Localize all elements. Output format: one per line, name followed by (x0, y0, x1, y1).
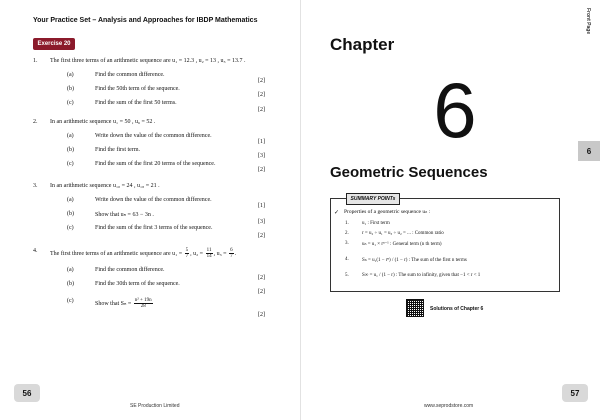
summary-badge: SUMMARY POINTs (346, 193, 400, 205)
marks: [2] (258, 107, 265, 113)
summary-item-index: 4. (345, 257, 349, 262)
qr-code-icon[interactable] (406, 299, 424, 317)
part-label: (a) (67, 72, 74, 78)
fraction-separator: , u₂ = (190, 250, 204, 257)
question-number: 3. (33, 183, 38, 189)
summary-item-text: Sₙ = u₁(1 − rⁿ) / (1 − r) : The sum of the first n terms (362, 258, 467, 263)
fraction-numerator: 11 (206, 248, 212, 253)
summary-item-text: u₁ : First term (362, 221, 390, 226)
summary-item-index: 5. (345, 273, 349, 278)
marks: [2] (258, 92, 265, 98)
marks: [3] (258, 153, 265, 159)
part-label: (b) (67, 86, 74, 92)
footer-publisher: SE Production Limited (130, 403, 180, 409)
fraction-numerator: n² + 19n (134, 298, 152, 303)
part-label: (a) (67, 267, 74, 273)
fraction-denominator: 7 (185, 254, 189, 259)
summary-heading: Properties of a geometric sequence uₙ : (344, 209, 431, 215)
part-label: (a) (67, 133, 74, 139)
summary-item-index: 3. (345, 241, 349, 246)
question-text: In an arithmetic sequence u₁₀ = 24 , u₁₈ = 21 . (50, 183, 160, 189)
marks: [3] (258, 219, 265, 225)
check-icon: ✓ (334, 210, 340, 216)
question-text: The first three terms of an arithmetic sequence are u₁ = 12.3 , u₂ = 13 , u₃ = 13.7 . (50, 58, 246, 64)
chapter-tab: 6 (578, 141, 600, 161)
part-text: Find the 30th term of the sequence. (95, 281, 180, 287)
part-text-prefix: Show that Sₙ = (95, 300, 132, 307)
chapter-name: Geometric Sequences (330, 164, 488, 181)
part-label: (c) (67, 161, 74, 167)
book-title: Your Practice Set – Analysis and Approaches for IBDP Mathematics (33, 17, 258, 24)
part-label: (c) (67, 298, 74, 304)
fraction (134, 298, 153, 309)
fraction-separator: , u₃ = (213, 250, 227, 257)
marks: [1] (258, 139, 265, 145)
marks: [1] (258, 203, 265, 209)
marks: [2] (258, 78, 265, 84)
fraction (185, 248, 190, 259)
question-number: 4. (33, 248, 38, 254)
summary-item-text: uₙ = u₁ × rⁿ⁻¹ : General term (n th term) (362, 242, 442, 247)
question-text-prefix: The first three terms of an arithmetic sequence are u₁ = (50, 250, 183, 257)
part-text: Find the 50th term of the sequence. (95, 86, 180, 92)
page-number-left: 56 (14, 384, 40, 402)
part-text: Show that uₙ = 63 − 3n . (95, 212, 154, 218)
part-label: (b) (67, 281, 74, 287)
marks: [2] (258, 275, 265, 281)
summary-item-index: 2. (345, 231, 349, 236)
fraction-separator: . (234, 250, 237, 257)
fraction (206, 248, 213, 259)
chapter-word: Chapter (330, 35, 395, 54)
question-text (50, 248, 236, 259)
question-text: In an arithmetic sequence u₁ = 50 , u₆ = 52 . (50, 119, 156, 125)
marks: [2] (258, 312, 265, 318)
summary-item-text: S∞ = u₁ / (1 − r) : The sum to infinity, given that −1 < r < 1 (362, 273, 481, 278)
part-text: Write down the value of the common difference. (95, 197, 212, 203)
fraction-denominator: 14 (206, 254, 212, 259)
part-text: Find the sum of the first 20 terms of the sequence. (95, 161, 216, 167)
question-number: 2. (33, 119, 38, 125)
marks: [2] (258, 289, 265, 295)
part-label: (b) (67, 211, 74, 217)
fraction-numerator: 6 (230, 248, 233, 253)
part-label: (b) (67, 147, 74, 153)
page-number-right: 57 (562, 384, 588, 402)
page-divider (300, 0, 301, 420)
footer-website[interactable]: www.seprodstore.com (424, 403, 474, 409)
part-text: Find the common difference. (95, 72, 165, 78)
part-label: (c) (67, 225, 74, 231)
part-text: Find the sum of the first 3 terms of the sequence. (95, 225, 213, 231)
exercise-badge: Exercise 20 (33, 38, 75, 50)
marks: [2] (258, 233, 265, 239)
fraction-denominator: 28 (140, 304, 146, 309)
part-text: Write down the value of the common difference. (95, 133, 212, 139)
fraction-denominator: 7 (230, 254, 233, 259)
part-label: (a) (67, 197, 74, 203)
question-number: 1. (33, 58, 38, 64)
qr-caption: Solutions of Chapter 6 (430, 306, 484, 312)
summary-item-text: r = u₂ ÷ u₁ = u₃ ÷ u₂ = ... : Common ratio (362, 231, 444, 236)
part-text: Find the first term. (95, 147, 140, 153)
fraction-numerator: 5 (185, 248, 189, 253)
part-text: Find the sum of the first 50 terms. (95, 100, 177, 106)
summary-item-index: 1. (345, 221, 349, 226)
marks: [2] (258, 167, 265, 173)
chapter-number: 6 (433, 66, 477, 154)
fraction (229, 248, 234, 259)
part-text (95, 298, 154, 309)
part-label: (c) (67, 100, 74, 106)
part-text: Find the common difference. (95, 267, 165, 273)
front-page-label: Front Page (585, 8, 591, 35)
